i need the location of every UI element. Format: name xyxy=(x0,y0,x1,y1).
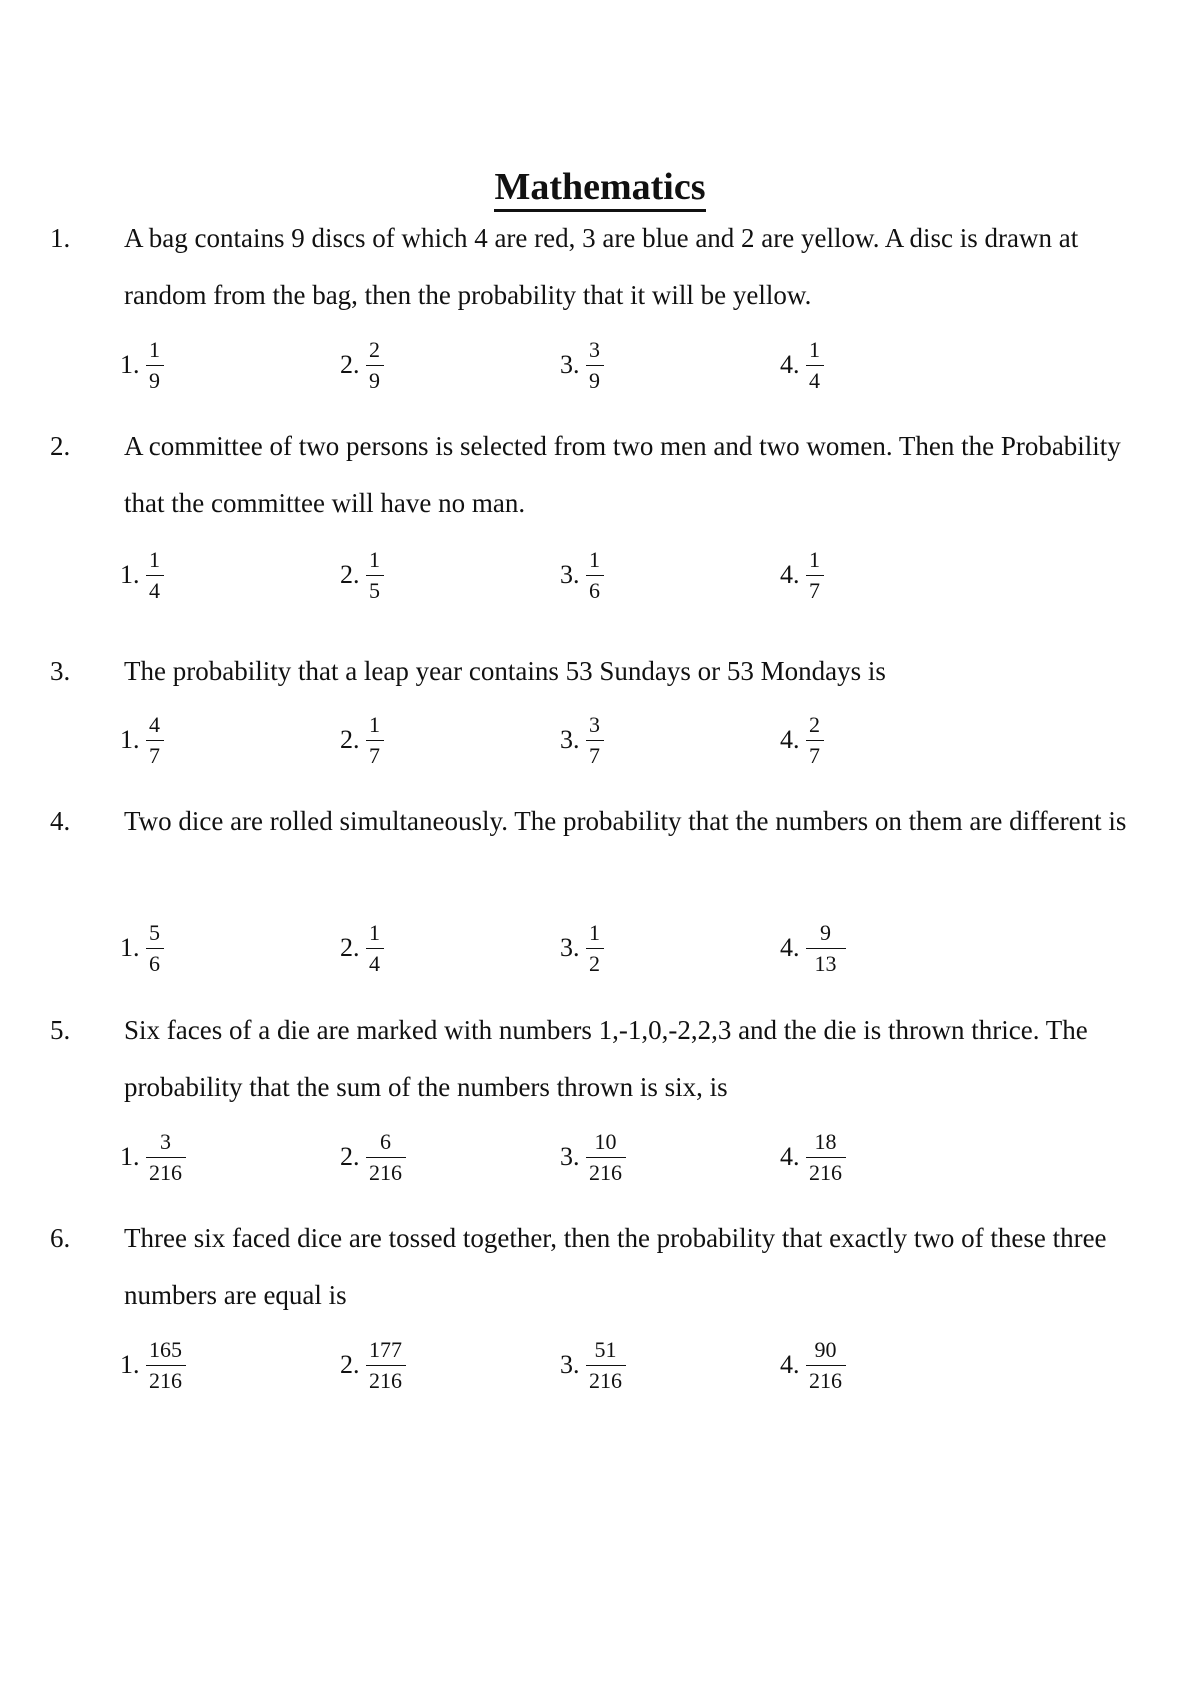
fraction-denominator: 7 xyxy=(809,742,820,768)
question-number: 6. xyxy=(50,1223,71,1253)
option-2 xyxy=(340,1330,406,1400)
option-fraction xyxy=(586,337,604,394)
option-3 xyxy=(560,1122,626,1192)
fraction-denominator: 6 xyxy=(149,950,160,976)
question-3-options xyxy=(0,705,1200,775)
option-1 xyxy=(120,1330,186,1400)
fraction-numerator: 2 xyxy=(809,711,820,737)
option-4 xyxy=(780,1330,846,1400)
question-6-options xyxy=(0,1330,1200,1400)
question-text: A committee of two persons is selected from two men and two women. Then the Probability that the committee will have no man. xyxy=(124,431,1121,518)
fraction-denominator: 216 xyxy=(589,1367,622,1393)
option-1 xyxy=(120,913,164,983)
question-text: Six faces of a die are marked with numbers 1,-1,0,-2,2,3 and the die is thrown thrice. The probability that the sum of the numbers thrown is six, is xyxy=(124,1015,1088,1102)
fraction-denominator: 13 xyxy=(814,950,837,976)
fraction-denominator: 216 xyxy=(589,1159,622,1185)
fraction-denominator: 9 xyxy=(149,367,160,393)
fraction-numerator: 4 xyxy=(149,711,160,737)
question-number: 3. xyxy=(50,656,71,686)
fraction-numerator: 51 xyxy=(594,1336,617,1362)
option-4 xyxy=(780,1122,846,1192)
option-3 xyxy=(560,330,604,400)
question-5-options xyxy=(0,1122,1200,1192)
question-number: 4. xyxy=(50,806,71,836)
fraction-numerator: 3 xyxy=(589,711,600,737)
fraction-numerator: 3 xyxy=(589,336,600,362)
option-label: 4. xyxy=(780,933,800,962)
option-1 xyxy=(120,1122,186,1192)
option-3 xyxy=(560,705,604,775)
option-2 xyxy=(340,330,384,400)
fraction-numerator: 9 xyxy=(820,919,831,945)
question-text: The probability that a leap year contains 53 Sundays or 53 Mondays is xyxy=(124,656,886,686)
option-2 xyxy=(340,913,384,983)
fraction-numerator: 1 xyxy=(809,336,820,362)
question-number: 1. xyxy=(50,223,71,253)
option-label: 2. xyxy=(340,725,360,754)
option-3 xyxy=(560,913,604,983)
option-fraction xyxy=(586,1129,626,1186)
fraction-denominator: 216 xyxy=(809,1367,842,1393)
fraction-denominator: 216 xyxy=(809,1159,842,1185)
fraction-numerator: 165 xyxy=(149,1336,182,1362)
fraction-denominator: 9 xyxy=(369,367,380,393)
fraction-denominator: 7 xyxy=(149,742,160,768)
fraction-denominator: 6 xyxy=(589,577,600,603)
fraction-numerator: 1 xyxy=(149,546,160,572)
option-label: 3. xyxy=(560,1142,580,1171)
option-fraction xyxy=(366,1337,406,1394)
option-fraction xyxy=(146,712,164,769)
option-fraction xyxy=(586,547,604,604)
option-fraction xyxy=(146,920,164,977)
option-fraction xyxy=(806,712,824,769)
option-label: 4. xyxy=(780,725,800,754)
option-label: 2. xyxy=(340,350,360,379)
question-4-options xyxy=(0,913,1200,983)
question-text: A bag contains 9 discs of which 4 are red, 3 are blue and 2 are yellow. A disc is drawn at random from the bag, then the probability that it will be yellow. xyxy=(124,223,1079,310)
fraction-numerator: 1 xyxy=(149,336,160,362)
option-fraction xyxy=(146,1129,186,1186)
question-2-options xyxy=(0,540,1200,610)
question-1-options xyxy=(0,330,1200,400)
option-fraction xyxy=(146,547,164,604)
fraction-numerator: 90 xyxy=(814,1336,837,1362)
option-2 xyxy=(340,1122,406,1192)
option-4 xyxy=(780,330,824,400)
option-label: 2. xyxy=(340,933,360,962)
question-text: Two dice are rolled simultaneously. The probability that the numbers on them are different is xyxy=(124,806,1127,836)
option-fraction xyxy=(146,337,164,394)
option-label: 1. xyxy=(120,1350,140,1379)
fraction-numerator: 1 xyxy=(369,546,380,572)
option-label: 4. xyxy=(780,1350,800,1379)
option-fraction xyxy=(366,920,384,977)
option-label: 1. xyxy=(120,933,140,962)
option-2 xyxy=(340,540,384,610)
fraction-numerator: 1 xyxy=(369,919,380,945)
option-label: 1. xyxy=(120,1142,140,1171)
option-1 xyxy=(120,330,164,400)
fraction-numerator: 6 xyxy=(380,1128,391,1154)
option-2 xyxy=(340,705,384,775)
question-text: Three six faced dice are tossed together, then the probability that exactly two of these three numbers are equal is xyxy=(124,1223,1107,1310)
option-fraction xyxy=(586,712,604,769)
option-label: 4. xyxy=(780,560,800,589)
option-fraction xyxy=(806,1129,846,1186)
fraction-denominator: 5 xyxy=(369,577,380,603)
fraction-denominator: 2 xyxy=(589,950,600,976)
option-label: 3. xyxy=(560,933,580,962)
fraction-denominator: 7 xyxy=(809,577,820,603)
fraction-denominator: 9 xyxy=(589,367,600,393)
option-fraction xyxy=(806,1337,846,1394)
option-fraction xyxy=(366,547,384,604)
option-3 xyxy=(560,1330,626,1400)
fraction-numerator: 5 xyxy=(149,919,160,945)
option-3 xyxy=(560,540,604,610)
option-label: 2. xyxy=(340,560,360,589)
fraction-numerator: 2 xyxy=(369,336,380,362)
option-label: 3. xyxy=(560,560,580,589)
page-title xyxy=(0,165,1200,209)
title-text: Mathematics xyxy=(494,166,705,212)
fraction-numerator: 1 xyxy=(369,711,380,737)
option-fraction xyxy=(586,920,604,977)
option-label: 4. xyxy=(780,350,800,379)
option-label: 2. xyxy=(340,1350,360,1379)
option-1 xyxy=(120,705,164,775)
option-4 xyxy=(780,705,824,775)
fraction-denominator: 216 xyxy=(369,1159,402,1185)
fraction-numerator: 1 xyxy=(589,546,600,572)
option-fraction xyxy=(806,337,824,394)
option-label: 3. xyxy=(560,1350,580,1379)
option-fraction xyxy=(146,1337,186,1394)
option-label: 3. xyxy=(560,725,580,754)
option-label: 1. xyxy=(120,560,140,589)
option-fraction xyxy=(586,1337,626,1394)
fraction-denominator: 7 xyxy=(589,742,600,768)
option-fraction xyxy=(366,712,384,769)
option-label: 1. xyxy=(120,350,140,379)
fraction-denominator: 216 xyxy=(369,1367,402,1393)
fraction-denominator: 216 xyxy=(149,1367,182,1393)
option-fraction xyxy=(366,1129,406,1186)
option-fraction xyxy=(806,920,846,977)
option-4 xyxy=(780,913,846,983)
fraction-denominator: 4 xyxy=(369,950,380,976)
option-label: 2. xyxy=(340,1142,360,1171)
fraction-denominator: 4 xyxy=(809,367,820,393)
question-number: 5. xyxy=(50,1015,71,1045)
option-fraction xyxy=(366,337,384,394)
fraction-denominator: 7 xyxy=(369,742,380,768)
option-4 xyxy=(780,540,824,610)
question-number: 2. xyxy=(50,431,71,461)
option-1 xyxy=(120,540,164,610)
option-label: 4. xyxy=(780,1142,800,1171)
fraction-numerator: 1 xyxy=(809,546,820,572)
option-label: 1. xyxy=(120,725,140,754)
fraction-denominator: 216 xyxy=(149,1159,182,1185)
option-fraction xyxy=(806,547,824,604)
fraction-denominator: 4 xyxy=(149,577,160,603)
fraction-numerator: 1 xyxy=(589,919,600,945)
fraction-numerator: 18 xyxy=(814,1128,837,1154)
fraction-numerator: 10 xyxy=(594,1128,617,1154)
fraction-numerator: 177 xyxy=(369,1336,402,1362)
fraction-numerator: 3 xyxy=(160,1128,171,1154)
option-label: 3. xyxy=(560,350,580,379)
